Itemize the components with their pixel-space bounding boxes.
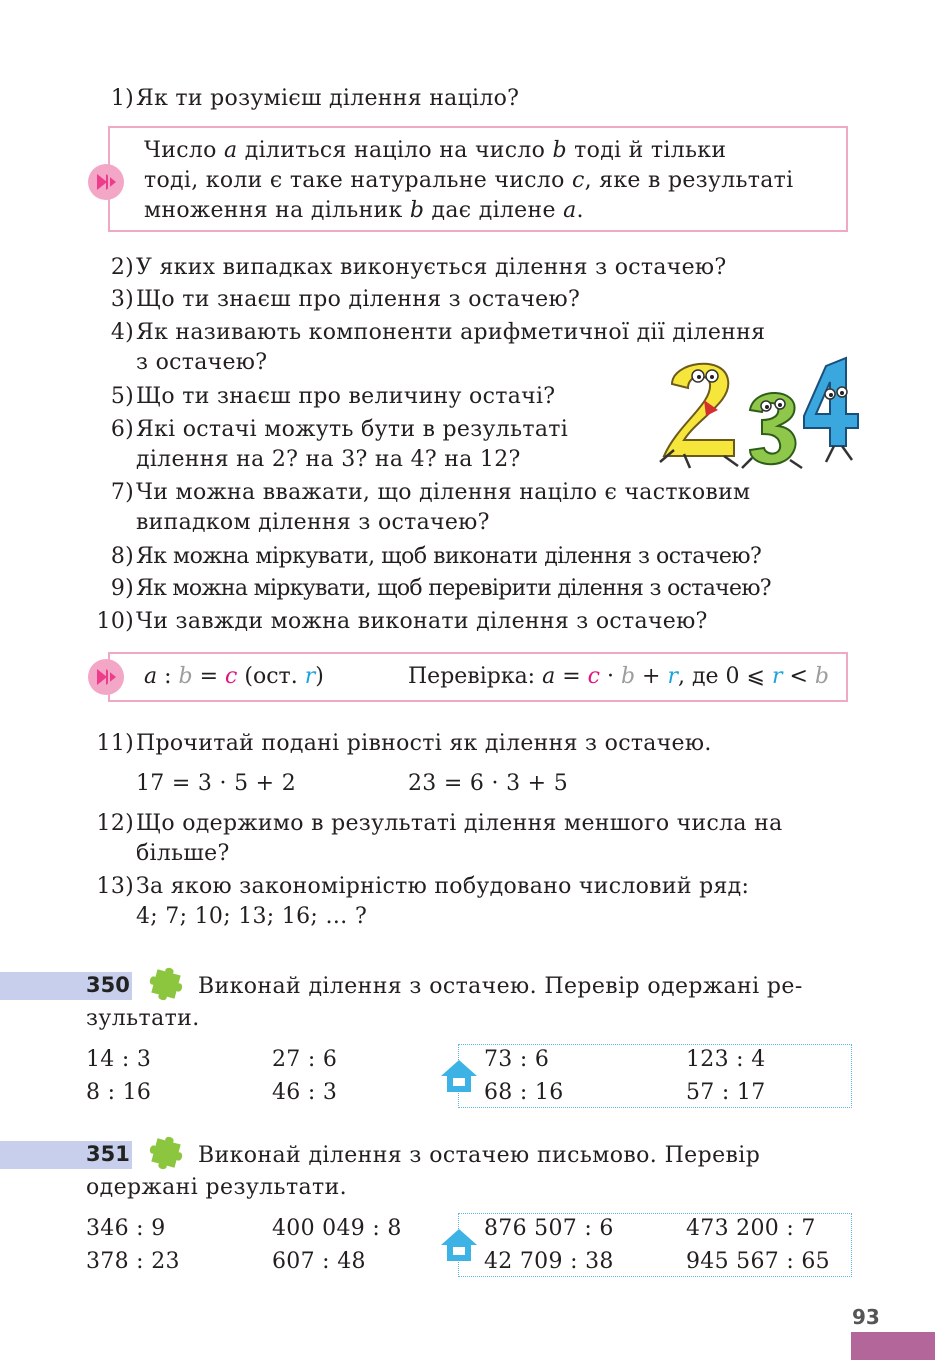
question-number: 5): [110, 384, 134, 409]
exercise-item: 123 : 4: [686, 1047, 766, 1072]
question-text: Прочитай подані рівності як ділення з остачею.: [136, 731, 712, 756]
question-3: [86, 285, 850, 315]
question-text: Що одержимо в результаті ділення меншого числа на: [136, 811, 783, 836]
rule-text: Число a ділиться націло на число b тоді й тільки тоді, коли є таке натуральне число c, яке в результаті множення на дільник b дає ділене a.: [144, 138, 794, 223]
exercise-text-line: зультати.: [86, 1006, 200, 1031]
question-text: Що ти знаєш про ділення з остачею?: [136, 287, 581, 312]
question-text: Як ти розумієш ділення націло?: [136, 86, 520, 111]
question-11: [86, 729, 850, 759]
number-characters-illustration: [654, 354, 866, 472]
question-text: Як можна міркувати, щоб перевірити ділення з остачею?: [136, 576, 771, 601]
question-8: [86, 542, 850, 572]
exercise-item: 73 : 6: [484, 1047, 550, 1072]
page-number: 93: [852, 1305, 880, 1329]
exercise-item: 8 : 16: [86, 1080, 152, 1105]
exercise-item: 27 : 6: [272, 1047, 338, 1072]
question-number: 1): [110, 86, 134, 111]
question-number: 13): [96, 874, 134, 899]
question-text: Як називають компоненти арифметичної дії ділення: [136, 320, 766, 345]
question-2: [86, 253, 850, 283]
question-text: За якою закономірністю побудовано числовий ряд:: [136, 874, 750, 899]
exercise-item: 57 : 17: [686, 1080, 766, 1105]
exercise-text-line: Виконай ділення з остачею. Перевір одержані ре-: [198, 974, 803, 999]
question-number: 8): [110, 544, 134, 569]
exercise-item: 400 049 : 8: [272, 1216, 402, 1241]
question-text: Як можна міркувати, щоб виконати ділення з остачею?: [136, 544, 762, 569]
question-10: [86, 607, 850, 637]
question-number: 10): [96, 609, 134, 634]
question-9: [86, 574, 850, 604]
exercise-item: 68 : 16: [484, 1080, 564, 1105]
rule-box-division-with-remainder: [108, 652, 848, 702]
question-number: 7): [110, 480, 134, 505]
question-text: 4; 7; 10; 13; 16; … ?: [136, 904, 368, 929]
digit-four-character: [804, 358, 858, 462]
exercise-item: 473 200 : 7: [686, 1216, 816, 1241]
exercise-item: 876 507 : 6: [484, 1216, 614, 1241]
exercise-item: 42 709 : 38: [484, 1249, 614, 1274]
question-number: 11): [96, 731, 134, 756]
question-12: [86, 809, 850, 869]
question-text: ділення на 2? на 3? на 4? на 12?: [136, 447, 521, 472]
question-1: [86, 84, 850, 114]
question-text: У яких випадках виконується ділення з остачею?: [136, 255, 727, 280]
exercise-351-text: [86, 1140, 850, 1204]
exercise-item: 46 : 3: [272, 1080, 338, 1105]
formula-check: Перевірка: a = c · b + r, де 0 ⩽ r < b: [408, 664, 830, 689]
equation-2: 23 = 6 · 3 + 5: [408, 771, 569, 796]
question-number: 2): [110, 255, 134, 280]
question-text: Які остачі можуть бути в результаті: [136, 417, 569, 442]
question-text: з остачею?: [136, 350, 268, 375]
exercise-item: 607 : 48: [272, 1249, 366, 1274]
question-number: 3): [110, 287, 134, 312]
question-7: [86, 478, 850, 538]
exercise-number: 351: [86, 1142, 130, 1166]
question-13: [86, 872, 850, 932]
home-icon: [439, 1227, 479, 1263]
question-text: Що ти знаєш про величину остачі?: [136, 384, 556, 409]
exercise-text-line: одержані результати.: [86, 1175, 348, 1200]
digit-three-character: [742, 393, 802, 468]
question-text: Чи можна вважати, що ділення націло є частковим: [136, 480, 751, 505]
question-number: 6): [110, 417, 134, 442]
question-number: 9): [110, 576, 134, 601]
question-5: [86, 382, 606, 412]
rule-box-divisibility: [108, 126, 848, 232]
formula-division: a : b = c (ост. r): [144, 664, 324, 689]
question-number: 4): [110, 320, 134, 345]
exercise-item: 945 567 : 65: [686, 1249, 830, 1274]
digit-two-character: [660, 364, 738, 468]
home-icon: [439, 1058, 479, 1094]
exercise-text-line: Виконай ділення з остачею письмово. Перевір: [198, 1143, 761, 1168]
equation-1: 17 = 3 · 5 + 2: [136, 771, 297, 796]
question-text: випадком ділення з остачею?: [136, 510, 490, 535]
exercise-item: 346 : 9: [86, 1216, 166, 1241]
question-text: більше?: [136, 841, 230, 866]
question-text: Чи завжди можна виконати ділення з остачею?: [136, 609, 708, 634]
footer-bar: [851, 1332, 935, 1360]
question-number: 12): [96, 811, 134, 836]
question-6: [86, 415, 602, 475]
exercise-number: 350: [86, 973, 130, 997]
exercise-350-text: [86, 971, 850, 1035]
exercise-item: 14 : 3: [86, 1047, 152, 1072]
exercise-item: 378 : 23: [86, 1249, 180, 1274]
